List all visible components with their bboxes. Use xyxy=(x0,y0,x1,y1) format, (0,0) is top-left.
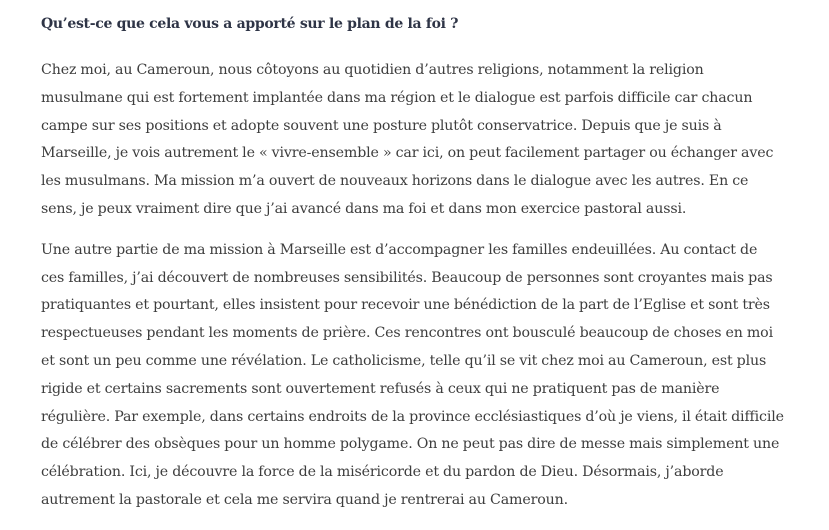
text-line: et sont un peu comme une révélation. Le catholicisme, telle qu’il se vit chez moi au Cameroun, est plus xyxy=(41,352,767,369)
paragraph-2 xyxy=(41,237,784,515)
text-line: régulière. Par exemple, dans certains endroits de la province ecclésiastiques d’où je viens, il était difficile xyxy=(41,408,784,425)
text-line: de célébrer des obsèques pour un homme polygame. On ne peut pas dire de messe mais simplement une xyxy=(41,436,780,453)
text-line: respectueuses pendant les moments de prière. Ces rencontres ont bousculé beaucoup de choses en moi xyxy=(41,325,773,342)
article-body xyxy=(41,12,784,528)
text-line: Marseille, je vois autrement le « vivre-ensemble » car ici, on peut facilement partager ou échanger avec xyxy=(41,145,774,162)
text-line: Chez moi, au Cameroun, nous côtoyons au quotidien d’autres religions, notamment la religion xyxy=(41,62,704,78)
text-line: célébration. Ici, je découvre la force de la miséricorde et du pardon de Dieu. Désormais, j’aborde xyxy=(41,464,724,481)
text-line: les musulmans. Ma mission m’a ouvert de nouveaux horizons dans le dialogue avec les autres. En ce xyxy=(41,173,749,190)
text-line: Une autre partie de ma mission à Marseille est d’accompagner les familles endeuillées. Au contact de xyxy=(41,241,758,258)
text-line: autrement la pastorale et cela me servira quand je rentrerai au Cameroun. xyxy=(41,491,568,508)
text-line: campe sur ses positions et adopte souvent une posture plutôt conservatrice. Depuis que je suis à xyxy=(41,117,722,134)
question-heading: Qu’est-ce que cela vous a apporté sur le plan de la foi ? xyxy=(41,16,459,32)
text-line: musulmane qui est fortement implantée dans ma région et le dialogue est parfois difficile car chacun xyxy=(41,89,753,106)
paragraph-1 xyxy=(41,57,781,224)
text-line: sens, je peux vraiment dire que j’ai avancé dans ma foi et dans mon exercice pastoral aussi. xyxy=(41,200,687,217)
text-line: ces familles, j’ai découvert de nombreuses sensibilités. Beaucoup de personnes sont croyantes mais pas xyxy=(41,269,773,286)
text-line: pratiquantes et pourtant, elles insistent pour recevoir une bénédiction de la part de l’Eglise et sont très xyxy=(41,297,770,314)
text-line: rigide et certains sacrements sont ouvertement refusés à ceux qui ne pratiquent pas de manière xyxy=(41,380,720,397)
